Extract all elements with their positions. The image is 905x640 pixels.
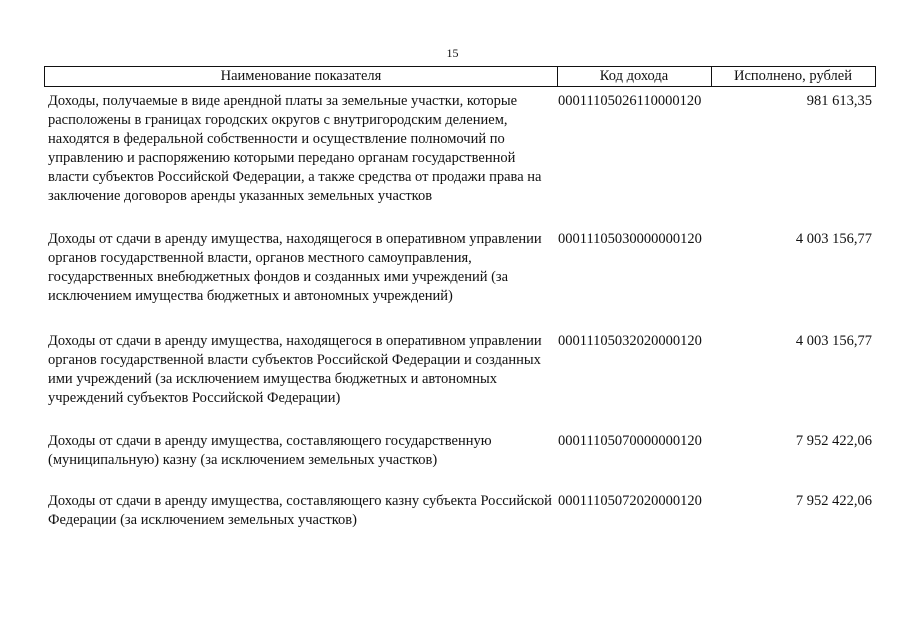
header-indicator-name: Наименование показателя [45, 67, 558, 86]
row-executed-amount: 4 003 156,77 [795, 333, 872, 349]
row-income-code: 00011105026110000120 [558, 93, 702, 109]
row-executed-amount: 981 613,35 [806, 93, 872, 109]
row-executed-amount: 4 003 156,77 [795, 231, 872, 247]
row-executed-amount: 7 952 422,06 [795, 493, 872, 509]
page-number: 15 [446, 46, 459, 60]
row-indicator-name: Доходы от сдачи в аренду имущества, находящегося в оперативном управлении органов государственной власти субъектов Российской Федерации и созданных ими учреждений (за исключением имущества бюджетных и автономных учреждений субъектов Российской Федерации) [48, 333, 542, 406]
row-indicator-name: Доходы, получаемые в виде арендной платы за земельные участки, которые расположены в границах городских округов с внутригородским делением, находятся в федеральной собственности и осуществление полномочий по управлению и распоряжению которыми передано органам государственной власти субъектов Российской Федерации, а также средства от продажи права на заключение договоров аренды указанных земельных участков [48, 93, 542, 204]
row-income-code: 00011105072020000120 [558, 493, 702, 509]
row-executed-amount: 7 952 422,06 [795, 433, 872, 449]
row-income-code: 00011105030000000120 [558, 231, 702, 247]
row-income-code: 00011105070000000120 [558, 433, 702, 449]
row-indicator-name: Доходы от сдачи в аренду имущества, находящегося в оперативном управлении органов государственной власти, органов местного самоуправления, государственных внебюджетных фондов и созданных ими учреждений (за исключением имущества бюджетных и автономных учреждений) [48, 231, 542, 304]
header-income-code: Код дохода [557, 67, 712, 86]
table-header [44, 66, 876, 87]
row-indicator-name: Доходы от сдачи в аренду имущества, составляющего казну субъекта Российской Федерации (за исключением земельных участков) [48, 493, 552, 528]
row-indicator-name: Доходы от сдачи в аренду имущества, составляющего государственную (муниципальную) казну (за исключением земельных участков) [48, 433, 492, 468]
row-income-code: 00011105032020000120 [558, 333, 702, 349]
header-executed: Исполнено, рублей [734, 68, 852, 84]
